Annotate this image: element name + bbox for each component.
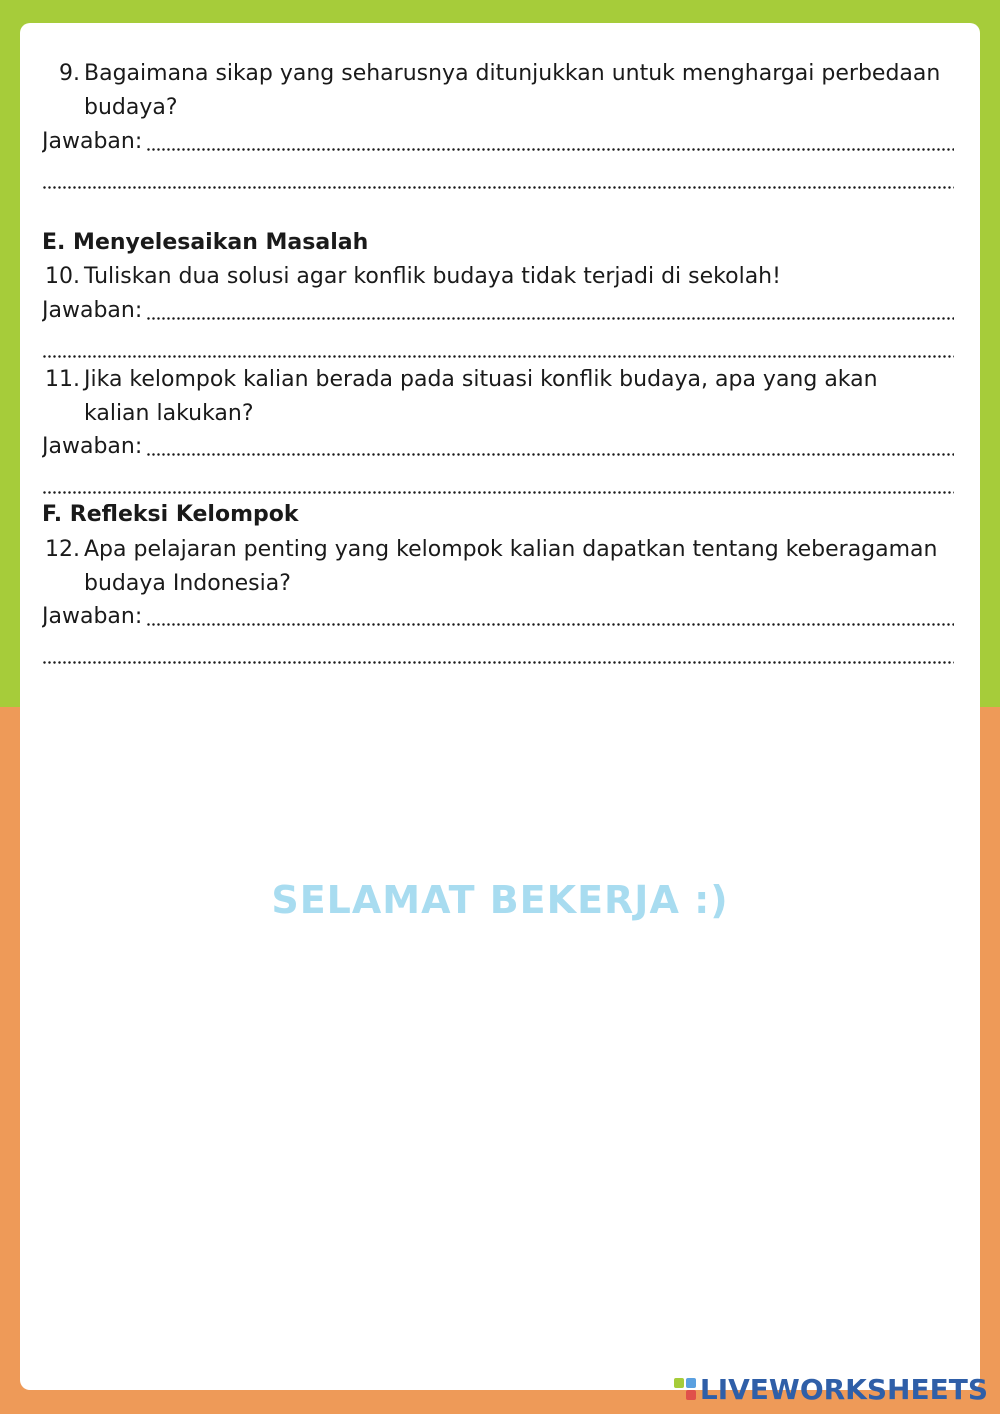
answer-line[interactable]: [42, 468, 954, 502]
section-heading-f: F. Refleksi Kelompok: [42, 502, 299, 527]
question-text: Apa pelajaran penting yang kelompok kalian dapatkan tentang keberagaman budaya Indonesia?: [84, 537, 938, 596]
answer-line[interactable]: [42, 332, 954, 366]
question-number: 9.: [59, 61, 80, 86]
logo-square: [686, 1390, 696, 1400]
answer-line[interactable]: [42, 163, 954, 197]
liveworksheets-logo[interactable]: [674, 1372, 988, 1406]
question-number: 11.: [45, 367, 80, 392]
logo-square: [674, 1378, 684, 1388]
dotted-line: [146, 623, 954, 626]
logo-text: LIVEWORKSHEETS: [699, 1372, 988, 1406]
dotted-line: [146, 453, 954, 456]
question-number: 12.: [45, 537, 80, 562]
question-text: Tuliskan dua solusi agar konflik budaya tidak terjadi di sekolah!: [84, 264, 781, 289]
question-text: Jika kelompok kalian berada pada situasi konflik budaya, apa yang akan kalian lakukan?: [84, 367, 878, 426]
answer-line[interactable]: [42, 600, 954, 634]
worksheet-page: [20, 23, 980, 1390]
question-10: [20, 260, 960, 294]
answer-label: Jawaban:: [42, 129, 143, 154]
dotted-line: [42, 491, 954, 494]
question-text: Bagaimana sikap yang seharusnya ditunjukkan untuk menghargai perbedaan budaya?: [84, 61, 941, 120]
question-number: 10.: [45, 264, 80, 289]
liveworksheets-logo-icon: [674, 1378, 696, 1400]
logo-square: [686, 1378, 696, 1388]
logo-square: [674, 1390, 684, 1400]
dotted-line: [146, 148, 954, 151]
dotted-line: [146, 317, 954, 320]
section-heading-e: E. Menyelesaikan Masalah: [42, 230, 369, 255]
answer-line[interactable]: [42, 125, 954, 159]
answer-label: Jawaban:: [42, 434, 143, 459]
dotted-line: [42, 661, 954, 664]
answer-line[interactable]: [42, 638, 954, 672]
answer-label: Jawaban:: [42, 604, 143, 629]
question-12: [20, 533, 960, 601]
answer-label: Jawaban:: [42, 298, 143, 323]
answer-line[interactable]: [42, 430, 954, 464]
dotted-line: [42, 355, 954, 358]
question-9: [20, 57, 960, 125]
closing-message: SELAMAT BEKERJA :): [271, 878, 729, 922]
answer-line[interactable]: [42, 294, 954, 328]
dotted-line: [42, 186, 954, 189]
question-11: [20, 363, 960, 431]
